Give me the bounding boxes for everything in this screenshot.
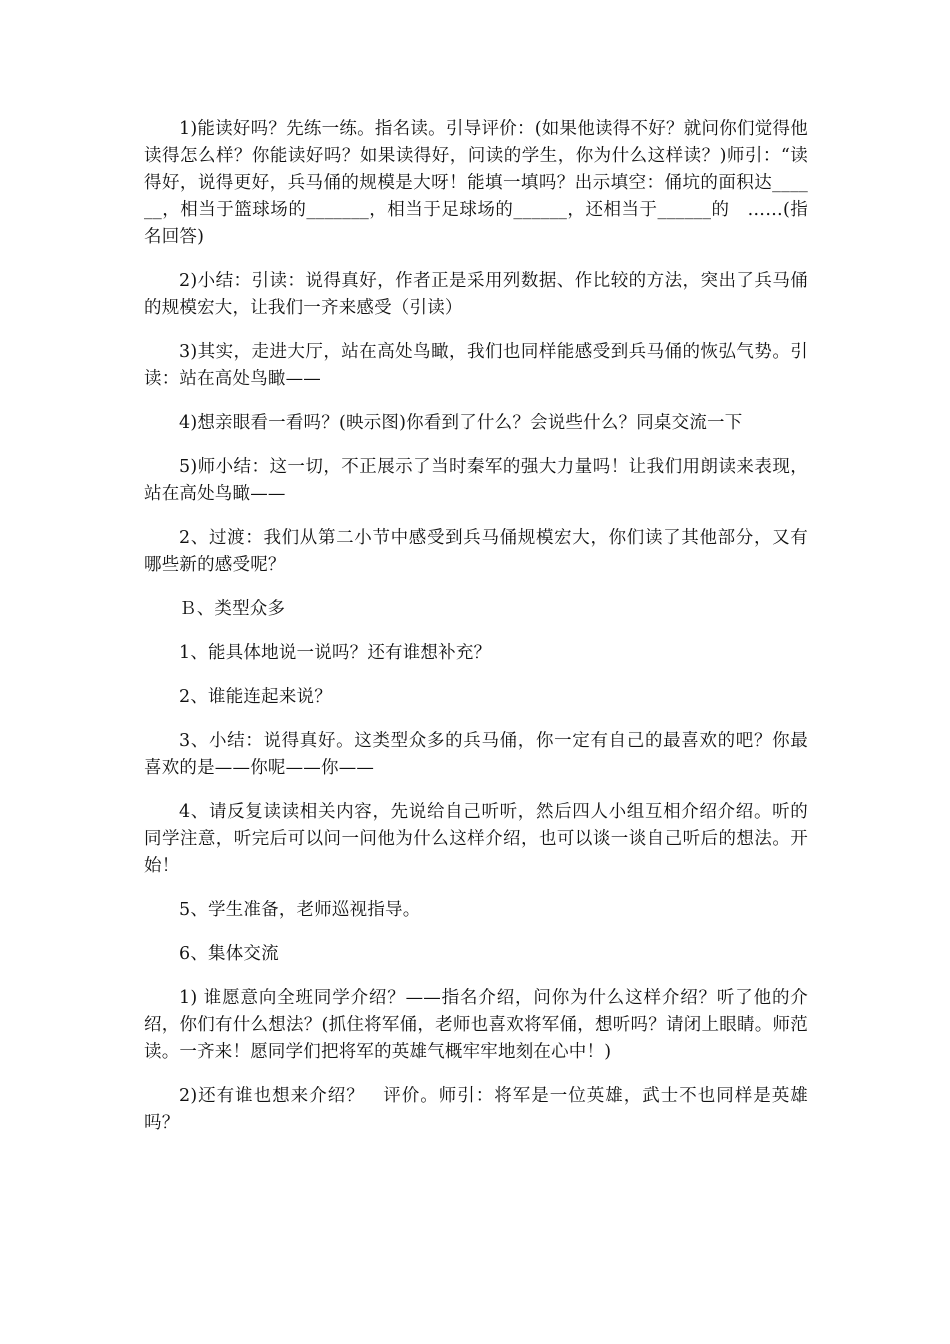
document-body — [144, 116, 808, 1154]
paragraph: 1)能读好吗？先练一练。指名读。引导评价：(如果他读得不好？就问你们觉得他读得怎么样？你能读好吗？如果读得好，问读的学生，你为什么这样读？)师引：“读得好，说得更好，兵马俑的规模是大呀！能填一填吗？出示填空：俑坑的面积达______，相当于篮球场的_______，相当于足球场的______，还相当于______的 ……(指名回答) — [144, 119, 808, 247]
paragraph: 1) 谁愿意向全班同学介绍？——指名介绍，问你为什么这样介绍？听了他的介绍，你们有什么想法？(抓住将军俑，老师也喜欢将军俑，想听吗？请闭上眼睛。师范读。一齐来！愿同学们把将军的英雄气概牢牢地刻在心中！) — [144, 988, 808, 1062]
paragraph: 2)小结：引读：说得真好，作者正是采用列数据、作比较的方法，突出了兵马俑的规模宏大，让我们一齐来感受（引读） — [144, 271, 808, 318]
section-heading: Ｂ、类型众多 — [179, 599, 286, 619]
paragraph: 1、能具体地说一说吗？还有谁想补充？ — [179, 643, 492, 663]
paragraph: 3、小结：说得真好。这类型众多的兵马俑，你一定有自己的最喜欢的吧？你最喜欢的是——你呢——你—— — [144, 731, 808, 778]
paragraph: 2)还有谁也想来介绍？ 评价。师引：将军是一位英雄，武士不也同样是英雄吗？ — [144, 1086, 808, 1133]
paragraph: 2、过渡：我们从第二小节中感受到兵马俑规模宏大，你们读了其他部分，又有哪些新的感受呢？ — [144, 528, 808, 575]
paragraph: 5)师小结：这一切，不正展示了当时秦军的强大力量吗！让我们用朗读来表现，站在高处鸟瞰—— — [144, 457, 808, 504]
paragraph: 6、集体交流 — [179, 944, 279, 964]
paragraph: 5、学生准备，老师巡视指导。 — [179, 900, 421, 920]
paragraph: 3)其实，走进大厅，站在高处鸟瞰，我们也同样能感受到兵马俑的恢弘气势。引读：站在高处鸟瞰—— — [144, 342, 808, 389]
paragraph: 4)想亲眼看一看吗？(映示图)你看到了什么？会说些什么？同桌交流一下 — [179, 413, 743, 433]
paragraph: 2、谁能连起来说？ — [179, 687, 332, 707]
paragraph: 4、请反复读读相关内容，先说给自己听听，然后四人小组互相介绍介绍。听的同学注意，听完后可以问一问他为什么这样介绍，也可以谈一谈自己听后的想法。开始！ — [144, 802, 808, 876]
